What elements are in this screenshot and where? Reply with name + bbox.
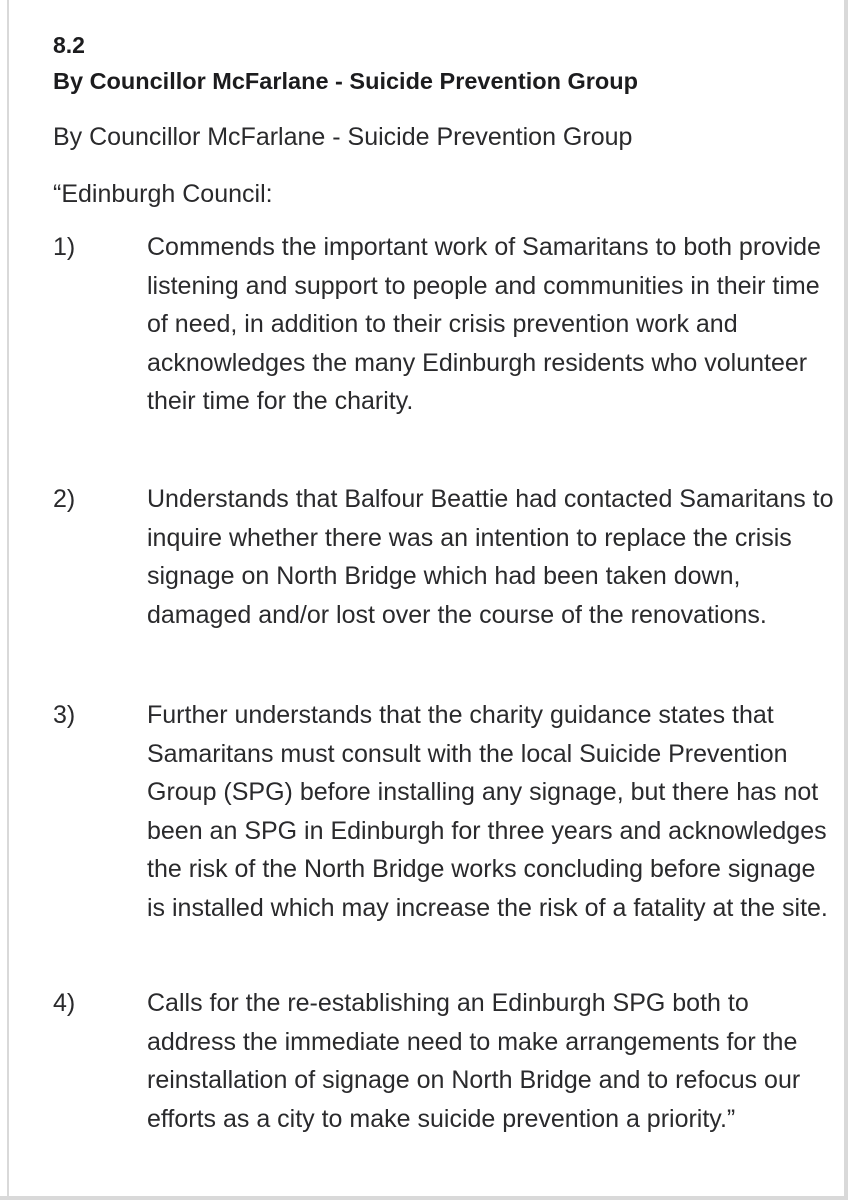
clause-number: 3) — [53, 701, 76, 729]
clause-text: Commends the important work of Samaritans to both provide listening and support to people and communities in their time of need, in addition to their crisis prevention work and acknowledges the many Edinburgh residents who volunteer their time for the charity. — [147, 233, 821, 415]
item-number: 8.2 — [53, 32, 85, 58]
motion-subtitle: By Councillor McFarlane - Suicide Prevention Group — [53, 123, 633, 151]
clause-number: 2) — [53, 485, 76, 513]
item-title: By Councillor McFarlane - Suicide Prevention Group — [53, 68, 638, 94]
motion-opening: “Edinburgh Council: — [53, 180, 273, 208]
page-edge-right — [844, 0, 848, 1200]
clause-text: Calls for the re-establishing an Edinburgh SPG both to address the immediate need to make arrangements for the reinstallation of signage on North Bridge and to refocus our efforts as a city to make suicide prevention a priority.” — [147, 989, 801, 1133]
page-edge-bottom — [0, 1196, 848, 1200]
clause-text: Further understands that the charity guidance states that Samaritans must consult with the local Suicide Prevention Group (SPG) before installing any signage, but there has not been an SPG in Edinburgh for three years and acknowledges the risk of the North Bridge works concluding before signage is installed which may increase the risk of a fatality at the site. — [147, 701, 828, 922]
clause-text: Understands that Balfour Beattie had contacted Samaritans to inquire whether there was an intention to replace the crisis signage on North Bridge which had been taken down, damaged and/or lost over the course of the renovations. — [147, 485, 834, 629]
page-edge-left — [7, 0, 9, 1200]
clause-number: 4) — [53, 989, 76, 1017]
clause-number: 1) — [53, 233, 76, 261]
